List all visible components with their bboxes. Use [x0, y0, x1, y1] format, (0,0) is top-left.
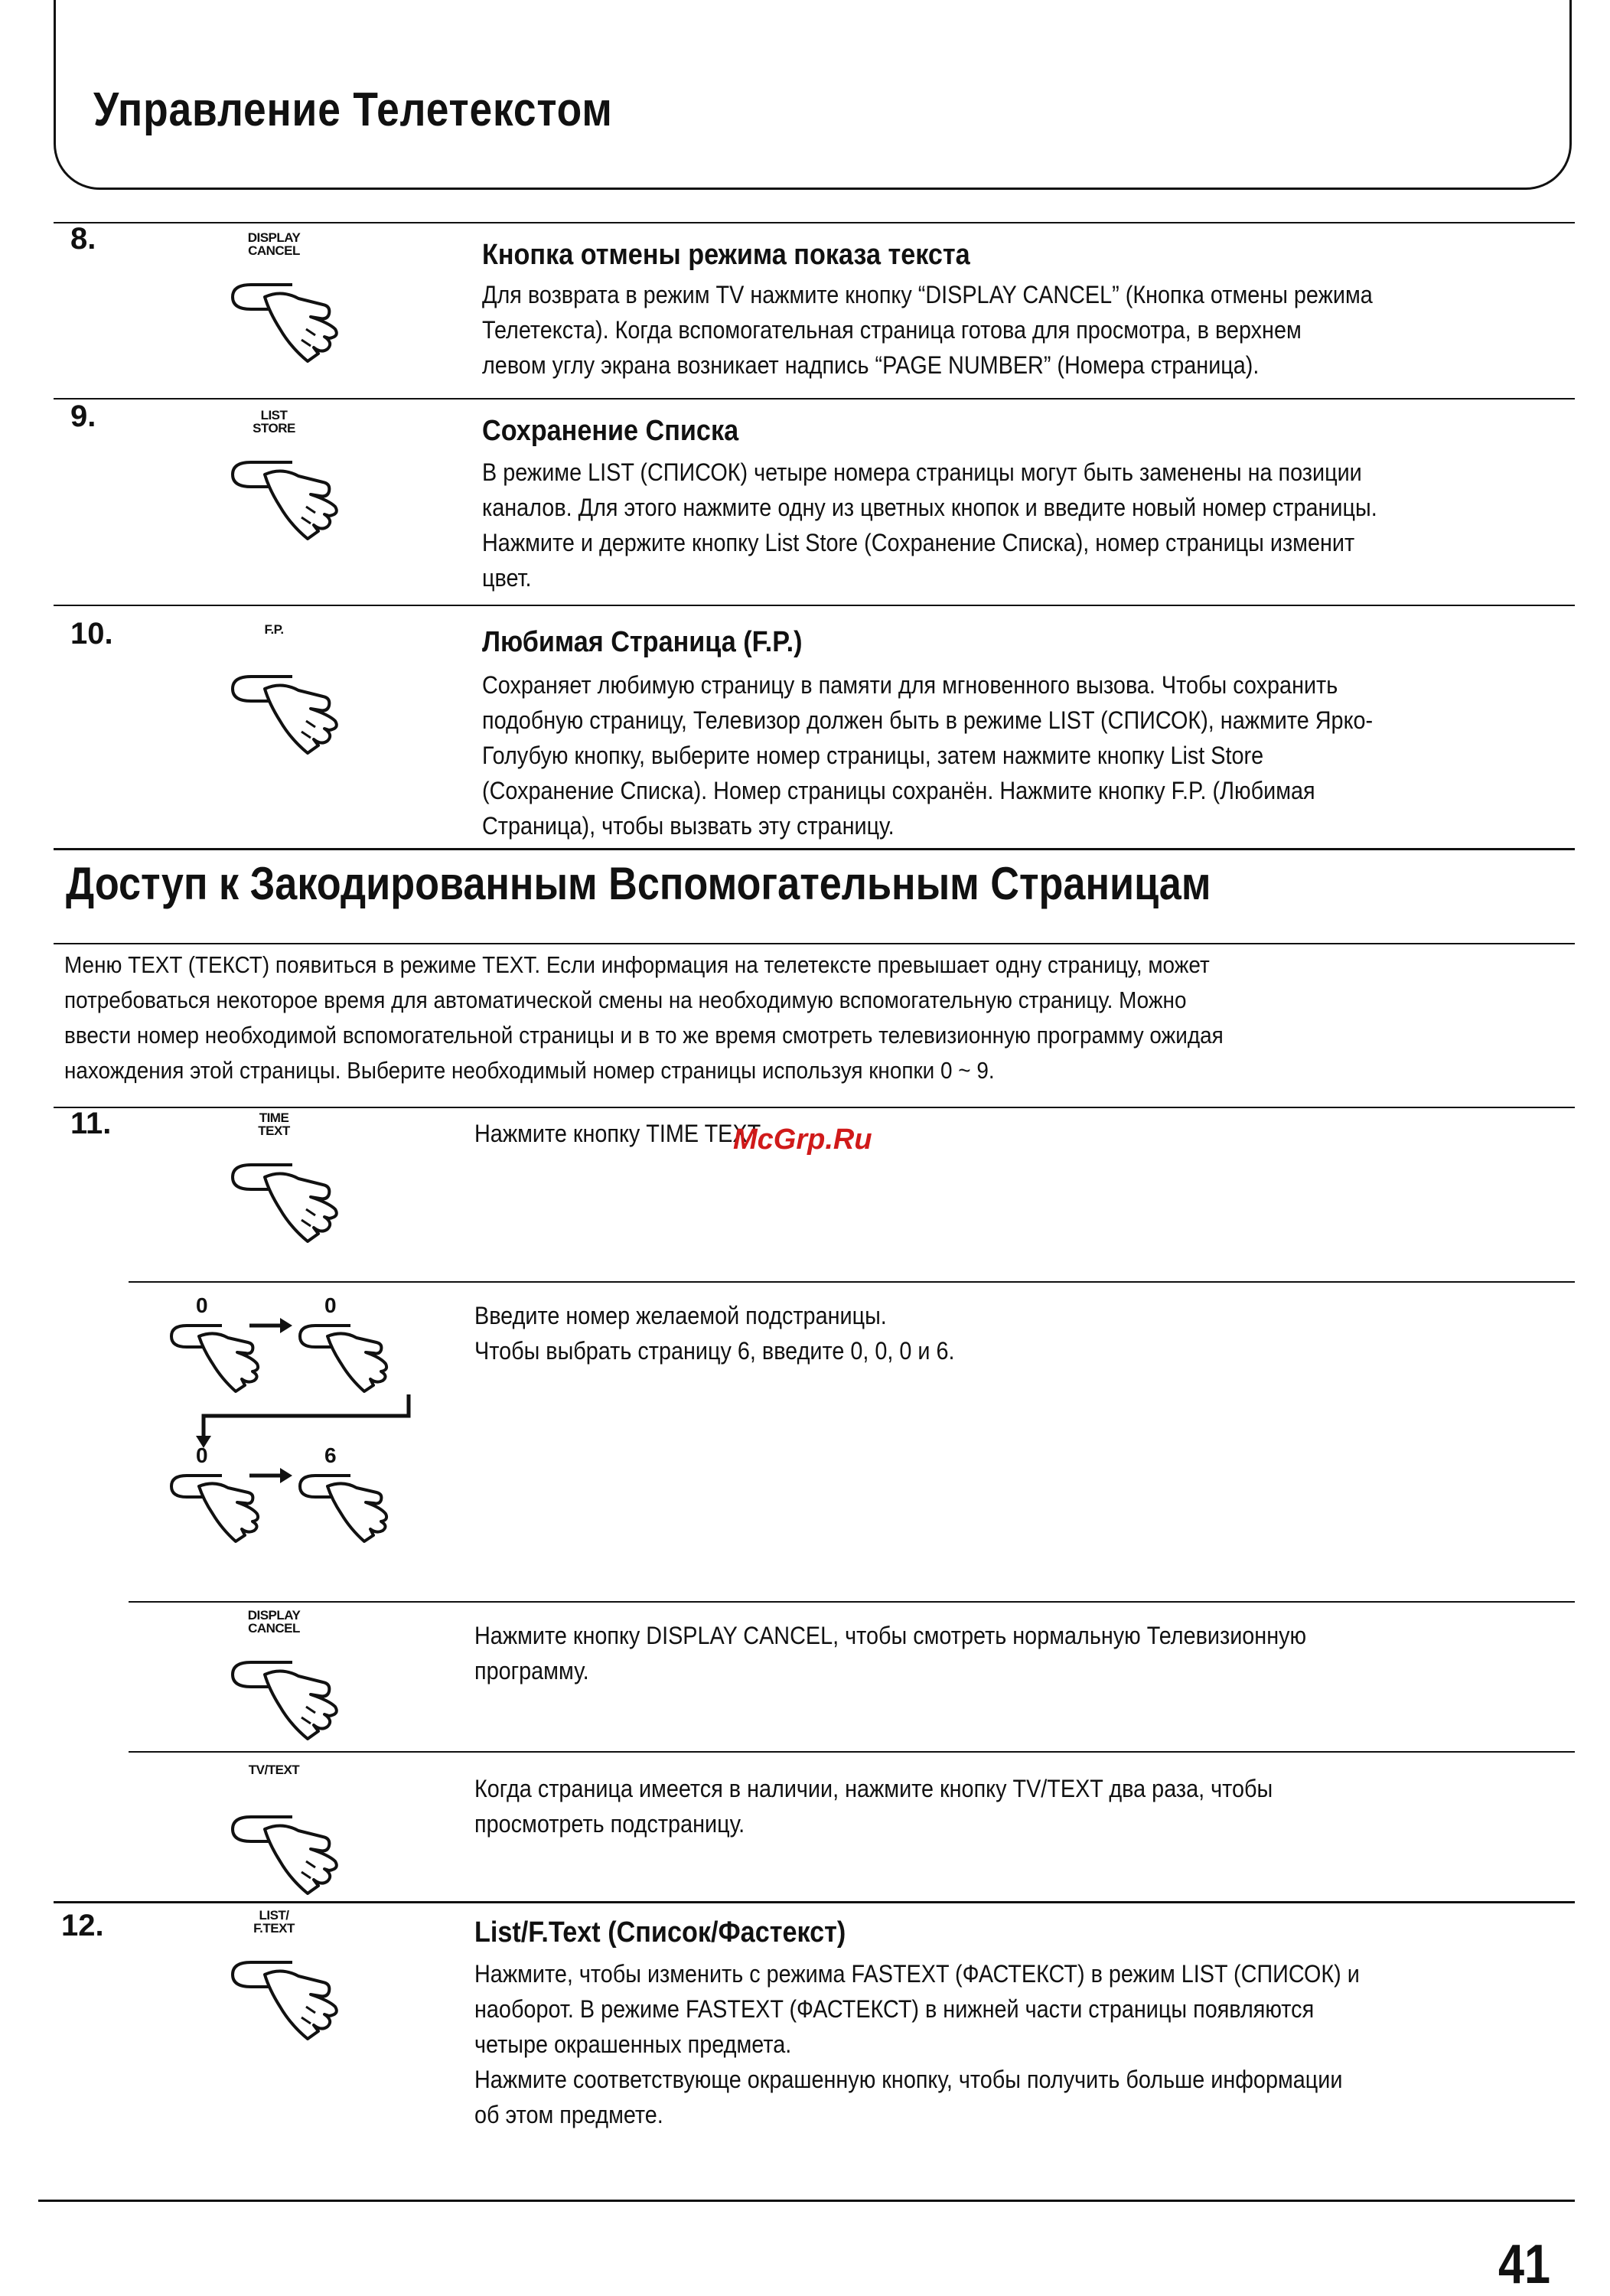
digit-button-icon: [300, 1476, 386, 1541]
item-number: 9.: [70, 400, 96, 433]
divider: [129, 1281, 1575, 1283]
list-ftext-button-icon: [228, 1909, 366, 2039]
icon-label: DISPLAY CANCEL: [247, 1608, 301, 1636]
page-number: 41: [1498, 2234, 1551, 2295]
substep-text: Введите номер желаемой подстраницы. Чтобы выбрать страницу 6, введите 0, 0, 0 и 6.: [474, 1302, 955, 1365]
footer-divider: [38, 2200, 1575, 2202]
item-title: Кнопка отмены режима показа текста: [482, 239, 970, 271]
digit-button-icon: [300, 1326, 386, 1391]
divider: [129, 1751, 1575, 1753]
item-title: Сохранение Списка: [482, 415, 739, 447]
divider: [129, 1601, 1575, 1603]
digit-label: 6: [324, 1443, 337, 1467]
divider: [54, 605, 1575, 606]
display-cancel-button-icon: [228, 1609, 366, 1739]
step-number: 11.: [70, 1107, 112, 1140]
item-text: В режиме LIST (СПИСОК) четыре номера страницы могут быть заменены на позиции каналов. Для этого нажмите одну из цветных кнопок и введите новый номер страницы. Нажмите и держите кнопку List Store (Сохранение Списка), номер страницы изменит цвет.: [482, 458, 1377, 592]
digit-label: 0: [196, 1293, 208, 1317]
divider: [54, 1901, 1575, 1903]
icon-label: LIST STORE: [253, 408, 295, 435]
time-text-button-icon: [228, 1111, 366, 1241]
list-store-button-icon: [228, 409, 366, 539]
icon-label: LIST/ F.TEXT: [253, 1908, 295, 1936]
icon-label: TV/TEXT: [248, 1763, 300, 1777]
icon-label: F.P.: [264, 622, 284, 637]
icon-label: DISPLAY CANCEL: [247, 230, 301, 258]
substep-text: Нажмите кнопку TIME TEXT.: [474, 1120, 764, 1147]
down-left-arrow-icon: [196, 1394, 409, 1448]
item-text: Сохраняет любимую страницу в памяти для мгновенного вызова. Чтобы сохранить подобную страницу, Телевизор должен быть в режиме LIST (СПИСОК), нажмите Ярко- Голубую кнопку, выберите номер страницы, затем нажмите кнопку List Store (Сохранение Списка). Номер страницы сохранён. Нажмите кнопку F.P. (Любимая Страница), чтобы вызвать эту страницу.: [482, 671, 1374, 840]
digit-label: 0: [196, 1443, 208, 1467]
divider: [54, 848, 1575, 850]
divider: [54, 943, 1575, 944]
step-title: List/F.Text (Список/Фастекст): [474, 1916, 846, 1949]
item-number: 10.: [70, 617, 113, 651]
digit-sequence: [168, 1293, 429, 1554]
icon-label: TIME TEXT: [258, 1110, 290, 1138]
display-cancel-button-icon: [228, 231, 366, 361]
step-number: 12.: [61, 1909, 104, 1942]
right-arrow-icon: [249, 1318, 292, 1333]
substep-text: Когда страница имеется в наличии, нажмите кнопку TV/TEXT два раза, чтобы просмотреть подстраницу.: [474, 1775, 1273, 1838]
page-title: Управление Телетекстом: [93, 83, 613, 136]
step-text: Нажмите, чтобы изменить с режима FASTEXT (ФАСТЕКСТ) в режим LIST (СПИСОК) и наоборот. В режиме FASTEXT (ФАСТЕКСТ) в нижней части страницы появляются четыре окрашенных предмета. Нажмите соответствующе окрашенную кнопку, чтобы получить больше информации об этом предмете.: [474, 1960, 1360, 2128]
digit-button-icon: [171, 1476, 258, 1541]
divider: [54, 222, 1575, 223]
substep-text: Нажмите кнопку DISPLAY CANCEL, чтобы смотреть нормальную Телевизионную программу.: [474, 1622, 1307, 1684]
section-intro: Меню TEXT (ТЕКСТ) появиться в режиме TEXT. Если информация на телетексте превышает одну страницу, может потребоваться некоторое время для автоматической смены на необходимую вспомогательную страницу. Можно ввести номер необходимой вспомогательной страницы и в то же время смотреть телевизионную программу ожидая нахождения этой страницы. Выберите необходимый номер страницы используя кнопки 0 ~ 9.: [64, 951, 1224, 1084]
watermark: McGrp.Ru: [733, 1124, 872, 1156]
divider: [54, 398, 1575, 400]
fp-button-icon: [228, 623, 366, 753]
item-title: Любимая Страница (F.P.): [482, 626, 803, 658]
section-title: Доступ к Закодированным Вспомогательным Страницам: [66, 858, 1211, 909]
divider: [54, 1107, 1575, 1108]
right-arrow-icon: [249, 1468, 292, 1483]
digit-label: 0: [324, 1293, 337, 1317]
digit-button-icon: [171, 1326, 258, 1391]
item-number: 8.: [70, 222, 96, 256]
tv-text-button-icon: [228, 1763, 366, 1893]
item-text: Для возврата в режим TV нажмите кнопку “DISPLAY CANCEL” (Кнопка отмены режима Телетекста). Когда вспомогательная страница готова для просмотра, в верхнем левом углу экрана возникает надпись “PAGE NUMBER” (Номера страница).: [482, 281, 1373, 379]
